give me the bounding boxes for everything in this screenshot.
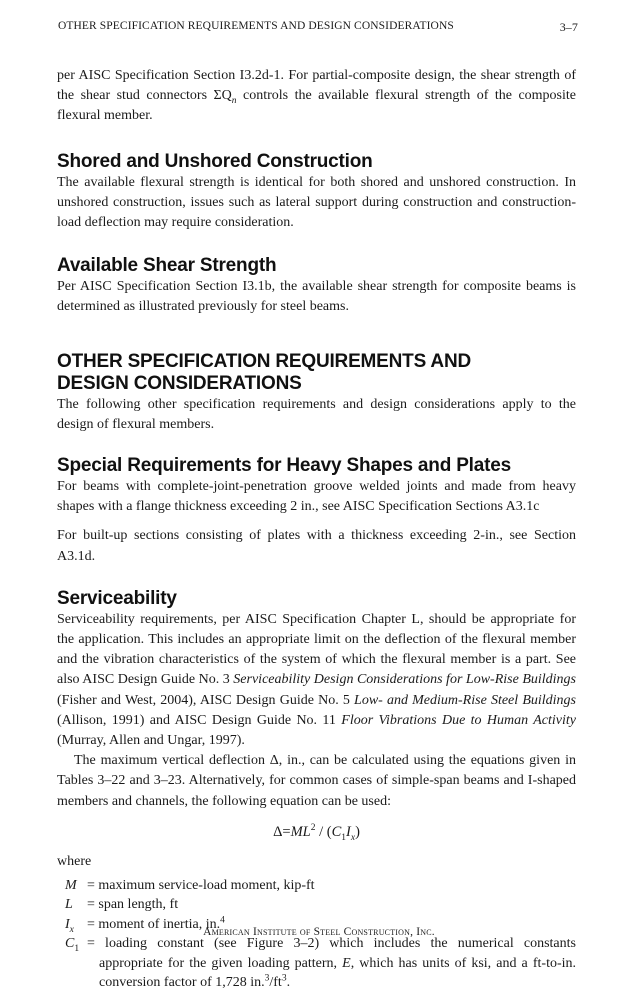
heading-other-line-2: DESIGN CONSIDERATIONS xyxy=(57,372,302,394)
def-text xyxy=(87,934,576,993)
def-text-sup: 4 xyxy=(220,915,225,926)
def-text-a: = loading constant (see Figure 3–2) which includes the numerical constants appropriate for the given loading pattern, xyxy=(87,936,576,971)
page-content xyxy=(57,66,576,993)
eq-i-sub: x xyxy=(350,832,356,843)
def-symbol-letter: I xyxy=(65,916,70,932)
eq-c: C xyxy=(331,823,342,840)
heading-shored: Shored and Unshored Construction xyxy=(57,150,373,172)
shear-paragraph: Per AISC Specification Section I3.1b, the available shear strength for composite beams is determined as illustrated previously for steel beams. xyxy=(57,279,576,315)
definition-item xyxy=(57,895,576,915)
eq-equals: = xyxy=(282,823,291,840)
def-text: = maximum service-load moment, kip-ft xyxy=(87,877,315,893)
def-symbol-letter: C xyxy=(65,936,75,952)
def-text: = span length, ft xyxy=(87,897,179,913)
def-text-main: = moment of inertia, in. xyxy=(87,916,221,932)
def-symbol-sub: x xyxy=(69,924,74,935)
svc-text-b: (Fisher and West, 2004), AISC Design Guide No. 5 xyxy=(57,692,355,708)
svc-text-c: (Allison, 1991) and AISC Design Guide No. 11 xyxy=(57,712,342,728)
heading-other-line-1: OTHER SPECIFICATION REQUIREMENTS AND xyxy=(57,350,471,372)
shored-paragraph: The available flexural strength is identical for both shored and unshored construction. In unshored construction, issues such as lateral support during construction and construction-load deflection may require consideration. xyxy=(57,174,576,231)
other-paragraph: The following other specification requirements and design considerations apply to the design of flexural members. xyxy=(57,396,576,432)
serviceability-paragraph-2: The maximum vertical deflection Δ, in., can be calculated using the equations given in Tables 3–22 and 3–23. Alternatively, for common cases of simple-span beams and I-shaped members and channels, the following equation can be used: xyxy=(57,753,576,809)
eq-ml: ML xyxy=(290,823,311,840)
heavy-paragraph-2: For built-up sections consisting of plates with a thickness exceeding 2-in., see Section A3.1d. xyxy=(57,528,576,564)
intro-paragraph xyxy=(57,66,576,127)
heading-shear: Available Shear Strength xyxy=(57,255,277,277)
def-text-b: , which has units of ksi, and a ft-to-in. conversion factor of 1,728 in. xyxy=(99,955,577,991)
def-symbol xyxy=(65,895,87,915)
where-label: where xyxy=(57,853,92,869)
def-symbol-sub: 1 xyxy=(74,944,80,955)
def-text-sup-1: 3 xyxy=(264,973,270,984)
svc-title-guide-5: Low- and Medium-Rise Steel Buildings xyxy=(354,692,576,708)
heading-serviceability: Serviceability xyxy=(57,587,177,609)
running-title: OTHER SPECIFICATION REQUIREMENTS AND DESIGN CONSIDERATIONS xyxy=(58,20,454,32)
eq-delta: Δ xyxy=(273,823,283,840)
heavy-paragraph-1: For beams with complete-joint-penetration groove welded joints and made from heavy shapes with a flange thickness exceeding 2 in., see AISC Specification Sections A3.1c xyxy=(57,479,576,515)
eq-sup-2: 2 xyxy=(310,823,316,834)
def-text-d: . xyxy=(286,975,291,991)
definition-item xyxy=(57,876,576,896)
def-text-c: /ft xyxy=(269,975,282,991)
serviceability-paragraph-1 xyxy=(57,610,576,751)
def-symbol-letter: L xyxy=(65,897,73,913)
eq-c-sub: 1 xyxy=(341,832,347,843)
intro-subscript: n xyxy=(231,96,237,106)
svc-title-guide-11: Floor Vibrations Due to Human Activity xyxy=(341,712,577,728)
svc-text-d: (Murray, Allen and Ungar, 1997). xyxy=(57,733,245,749)
def-symbol xyxy=(65,876,87,896)
intro-text-2: controls the available flexural strength of the composite flexural member. xyxy=(57,88,576,124)
eq-slash: / ( xyxy=(315,823,332,840)
eq-i: I xyxy=(346,823,351,840)
svc-title-guide-3: Serviceability Design Considerations for Low-Rise Buildings xyxy=(233,672,576,688)
def-text-italic: E xyxy=(342,955,351,971)
def-text-hanging xyxy=(87,934,576,993)
heading-heavy: Special Requirements for Heavy Shapes and Plates xyxy=(57,455,511,477)
intro-text-1: per AISC Specification Section I3.2d-1. For partial-composite design, the shear strength of the shear stud connectors ΣQ xyxy=(57,68,576,104)
def-symbol xyxy=(65,934,87,993)
svc-text-a: Serviceability requirements, per AISC Specification Chapter L, should be appropriate for the application. This includes an appropriate limit on the deflection of the flexural member and the vibration characteristics of the system of which the flexural member is a part. See also AISC Design Guide No. 3 xyxy=(57,611,576,688)
eq-close: ) xyxy=(355,823,360,840)
def-symbol-letter: M xyxy=(65,877,77,893)
definition-item xyxy=(57,934,576,993)
page-number: 3–7 xyxy=(559,20,578,34)
deflection-equation xyxy=(57,824,576,844)
page-footer: American Institute of Steel Construction, Inc. xyxy=(203,926,435,938)
def-text-sup-2: 3 xyxy=(281,973,287,984)
